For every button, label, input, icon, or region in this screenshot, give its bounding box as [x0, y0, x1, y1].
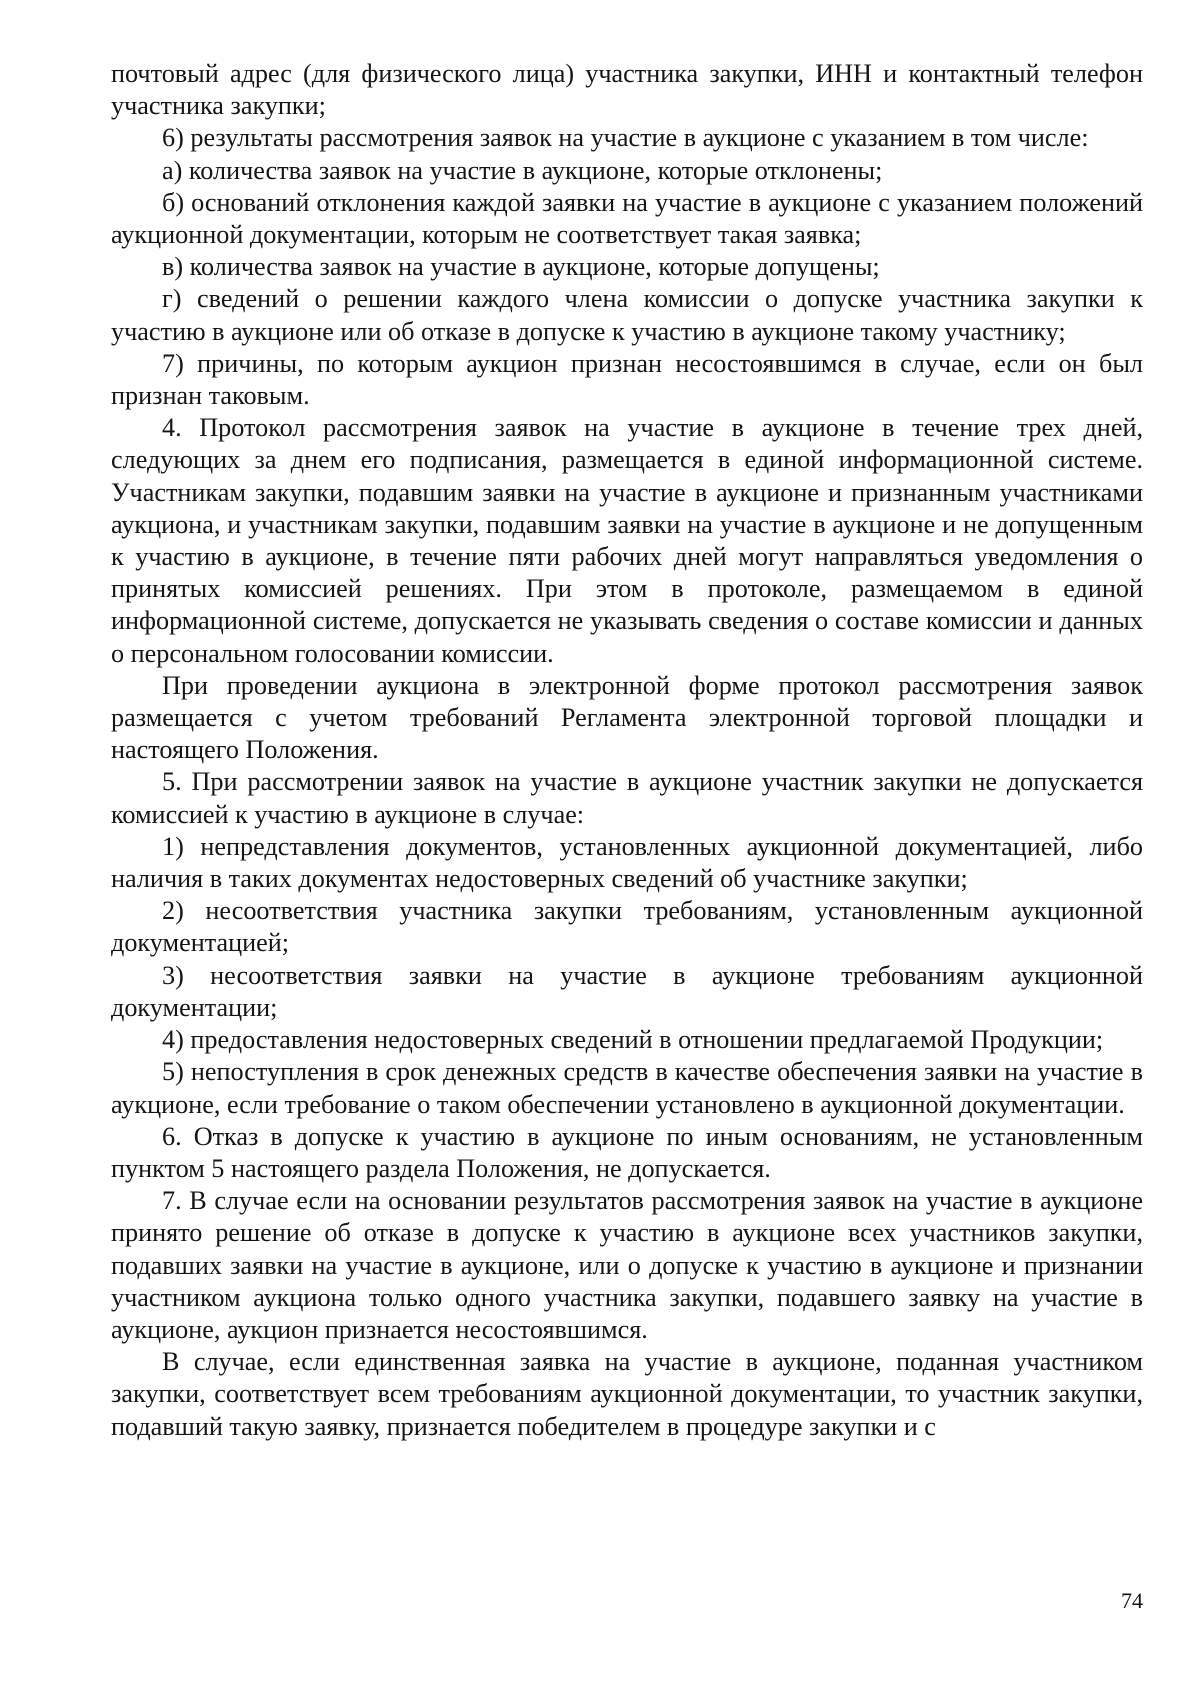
paragraph-7: 7) причины, по которым аукцион признан несостоявшимся в случае, если он был признан таковым. [111, 348, 1143, 411]
paragraph-2: 6) результаты рассмотрения заявок на участие в аукционе с указанием в том числе: [162, 123, 1089, 153]
document-page [111, 58, 1143, 1443]
paragraph-18: В случае, если единственная заявка на участие в аукционе, поданная участником закупки, соответствует всем требованиям аукционной документации, то участник закупки, подавший такую заявку, признается победителем в процедуре закупки и с [111, 1347, 1143, 1441]
paragraph-15: 5) непоступления в срок денежных средств в качестве обеспечения заявки на участие в аукционе, если требование о таком обеспечении установлено в аукционной документации. [111, 1057, 1143, 1119]
paragraph-14: 4) предоставления недостоверных сведений в отношении предлагаемой Продукции; [162, 1025, 1104, 1055]
paragraph-16: 6. Отказ в допуске к участию в аукционе по иным основаниям, не установленным пунктом 5 настоящего раздела Положения, не допускается. [111, 1121, 1143, 1183]
paragraph-1: почтовый адрес (для физического лица) участника закупки, ИНН и контактный телефон участника закупки; [111, 59, 1143, 121]
paragraph-17: 7. В случае если на основании результатов рассмотрения заявок на участие в аукционе принято решение об отказе в допуске к участию в аукционе всех участников закупки, подавших заявки на участие в аукционе, или о допуске к участию в аукционе и признании участником аукциона только одного участника закупки, подавшего заявку на участие в аукционе, аукцион признается несостоявшимся. [111, 1186, 1143, 1344]
paragraph-5: в) количества заявок на участие в аукционе, которые допущены; [162, 252, 880, 282]
paragraph-10: 5. При рассмотрении заявок на участие в аукционе участник закупки не допускается комиссией к участию в аукционе в случае: [111, 767, 1143, 829]
paragraph-4: б) оснований отклонения каждой заявки на участие в аукционе с указанием положений аукционной документации, которым не соответствует такая заявка; [111, 187, 1143, 250]
paragraph-11: 1) непредставления документов, установленных аукционной документацией, либо наличия в таких документах недостоверных сведений об участнике закупки; [111, 831, 1143, 894]
paragraph-6: г) сведений о решении каждого члена комиссии о допуске участника закупки к участию в аукционе или об отказе в допуске к участию в аукционе такому участнику; [111, 284, 1143, 346]
paragraph-13: 3) несоответствия заявки на участие в аукционе требованиям аукционной документации; [111, 960, 1143, 1022]
paragraph-9: При проведении аукциона в электронной форме протокол рассмотрения заявок размещается с учетом требований Регламента электронной торговой площадки и настоящего Положения. [111, 670, 1143, 765]
page-number: 74 [1121, 1588, 1143, 1613]
paragraph-8: 4. Протокол рассмотрения заявок на участие в аукционе в течение трех дней, следующих за днем его подписания, размещается в единой информационной системе. Участникам закупки, подавшим заявки на участие в аукционе и признанным участниками аукциона, и участникам закупки, подавшим заявки на участие в аукционе и не допущенным к участию в аукционе, в течение пяти рабочих дней могут направляться уведомления о принятых комиссией решениях. При этом в протоколе, размещаемом в единой информационной системе, допускается не указывать сведения о составе комиссии и данных о персональном голосовании комиссии. [111, 413, 1143, 668]
paragraph-3: а) количества заявок на участие в аукционе, которые отклонены; [162, 155, 883, 185]
paragraph-12: 2) несоответствия участника закупки требованиям, установленным аукционной документацией; [111, 896, 1143, 958]
